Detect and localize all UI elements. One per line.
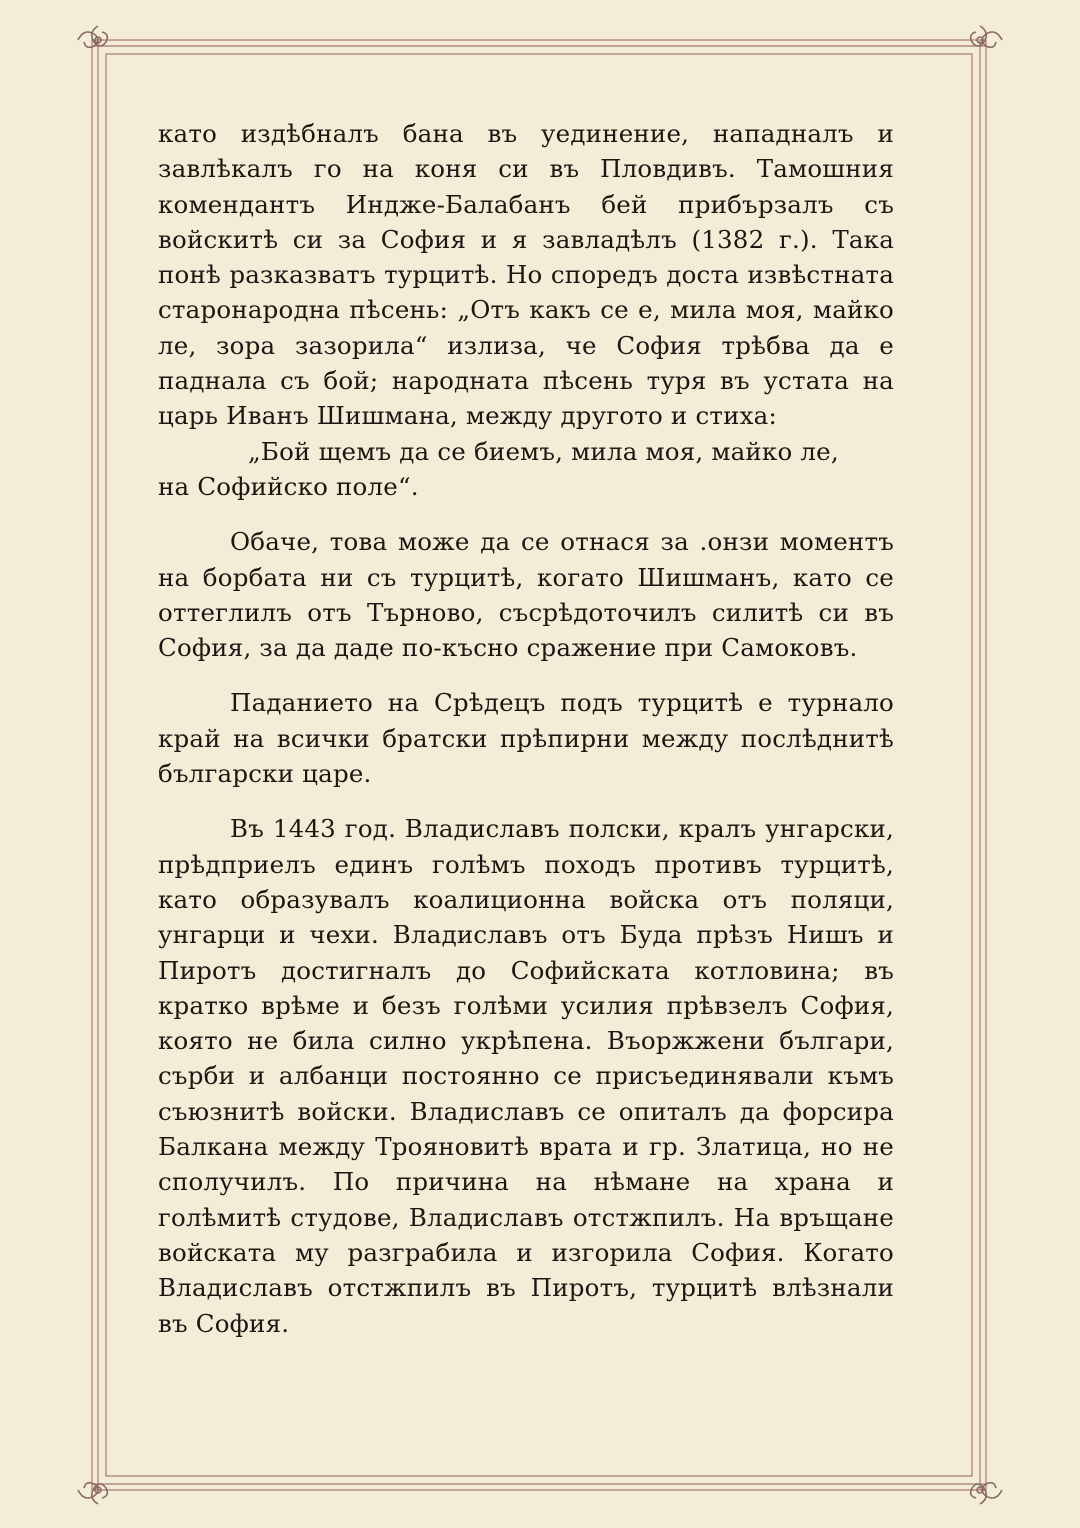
paragraph-3: Паданието на Срѣдецъ подъ турцитѣ е турнало край на всички братски прѣпирни между послѣднитѣ български царе. bbox=[158, 688, 894, 789]
paragraph-4: Въ 1443 год. Владиславъ полски, кралъ унгарски, прѣдприелъ единъ голѣмъ походъ противъ турцитѣ, като образувалъ коалиционна войска отъ поляци, унгарци и чехи. Владиславъ отъ Буда прѣзъ Нишъ и Пиротъ достигналъ до Софийската котловина; въ кратко врѣме и безъ голѣми усилия прѣвзелъ София, която не била силно укрѣпена. Въоржжени българи, сърби и албанци постоянно се присъединявали къмъ съюзнитѣ войски. Владиславъ се опиталъ да форсира Балкана между Трояновитѣ врата и гр. Златица, но не сполучилъ. По причина на нѣмане на храна и голѣмитѣ студове, Владиславъ отстжпилъ. На връщане войската му разграбила и изгорила София. Когато Владиславъ отстжпилъ въ Пиротъ, турцитѣ влѣзнали въ София. bbox=[158, 814, 894, 1338]
paragraph-1: като издѣбналъ бана въ уединение, нападналъ и завлѣкалъ го на коня си въ Пловдивъ. Тамошния комендантъ Индже-Балабанъ бей прибързалъ съ войскитѣ си за София и я завладѣлъ (1382 г.). Така понѣ разказватъ турцитѣ. Но споредъ доста извѣстната старонародна пѣсень: „Отъ какъ се е, мила моя, майко ле, зора зазорила“ излиза, че София трѣбва да е паднала съ бой; народната пѣсень туря въ устата на царь Иванъ Шишмана, между другото и стиха: bbox=[158, 119, 894, 431]
song-quote bbox=[158, 434, 894, 505]
quote-line-1: „Бой щемъ да се биемъ, мила моя, майко ле, bbox=[248, 436, 839, 466]
page-body bbox=[158, 116, 894, 1341]
paragraph-2: Обаче, това може да се отнася за .онзи моментъ на борбата ни съ турцитѣ, когато Шишманъ, като се оттеглилъ отъ Търново, съсрѣдоточилъ силитѣ си въ София, за да даде по-късно сражение при Самоковъ. bbox=[158, 527, 894, 663]
quote-line-2: на Софийско поле“. bbox=[158, 471, 419, 501]
